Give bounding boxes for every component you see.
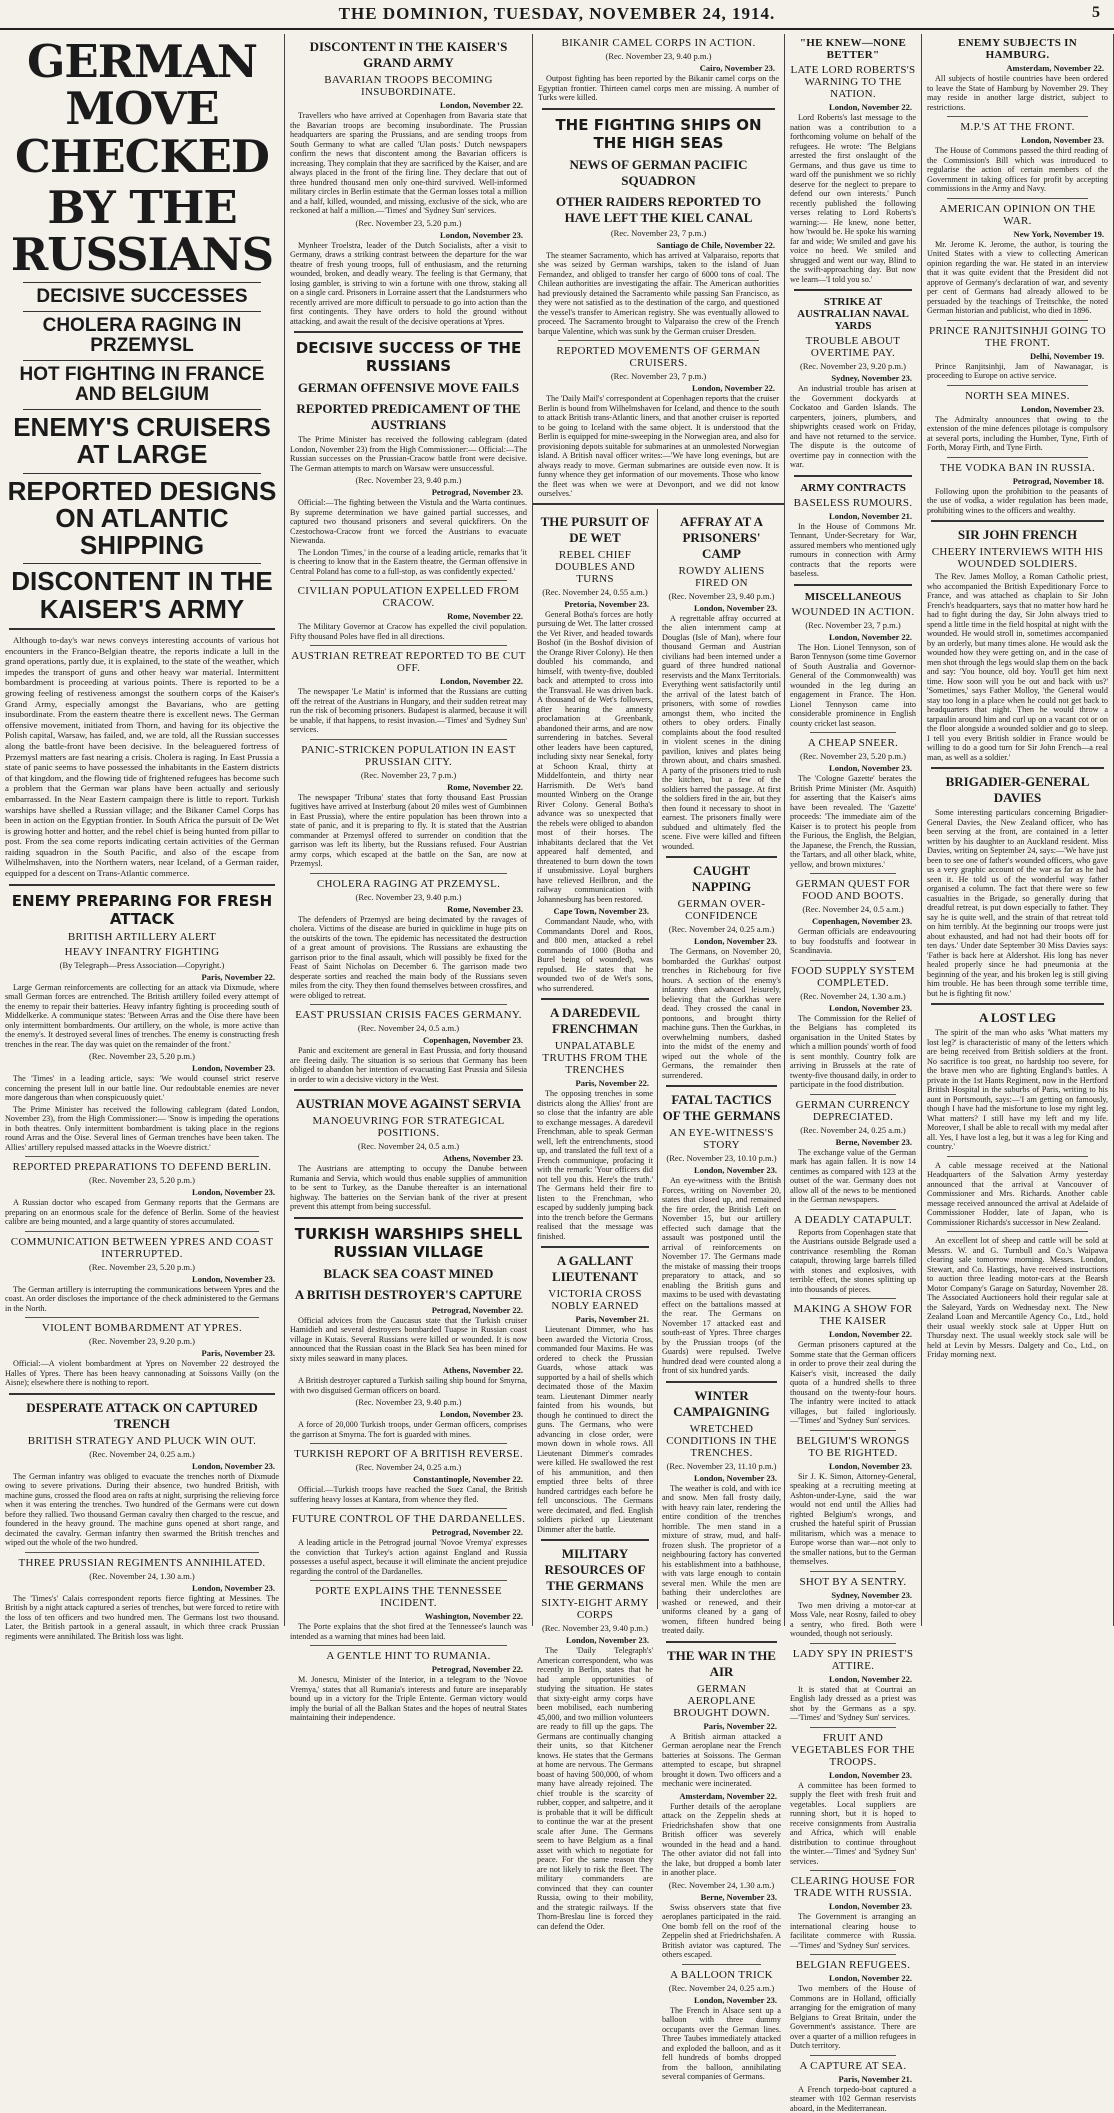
article-title: A DEADLY CATAPULT.	[790, 1214, 916, 1226]
article-body: The 'Daily Mail's' correspondent at Copenhagen reports that the cruiser Berlin is bound from Wilhelmshaven for Iceland, and thence to the south to attack British trans-Atlantic liners, and that another cruiser is reported to be going to Iceland with the same object. It is understood that the Berlin is equipped for mine-sweeping in the Norwegian area, and also for provisioning depots suitable for submarines at an unmolested Norwegian island. A British naval officer writes:—'We have long evenings, but are always ready to move. German submarines are outside even now. It is funny whence they get information of our movements. Those who know the fleet was when we were at Devonport, and we did not know ourselves.'	[538, 394, 779, 499]
article-subtitle: GERMAN OVER-CONFIDENCE	[662, 898, 781, 922]
dateline: Paris, November 21.	[537, 1314, 649, 1324]
article-body: German officials are endeavouring to buy foodstuffs and footwear in Scandinavia.	[790, 927, 916, 956]
article-body: The German infantry was obliged to evacuate the trenches north of Dixmude owing to severe privations. During their absence, two hundred British, with machine guns, crossed the flood area on rafts at night, surprising the relieving force when it was entering the trenches. Two hundred of the Germans were cut down before they rallied. Two thousand German cavalry then charged to the rescue, and foundered in the heavy ground. The machine guns opened at short range, and decimated the cavalry. German infantry then swarmed the British trenches and wiped out the whole of the two hundred.	[5, 1472, 279, 1548]
byline: (By Telegraph—Press Association—Copyright.)	[5, 960, 279, 970]
received-line: (Rec. November 24, 0.5 a.m.)	[290, 1141, 527, 1151]
article-body: Following upon the prohibition to the peasants of the use of vodka, a wider regulation has been made, prohibiting wines to the officers and wealthy.	[927, 487, 1108, 516]
dateline: London, November 22.	[790, 1674, 912, 1684]
dateline: New York, November 19.	[927, 229, 1104, 239]
dateline: London, November 23.	[5, 1274, 275, 1284]
article-title: GERMAN QUEST FOR FOOD AND BOOTS.	[790, 878, 916, 902]
article-title: A GENTLE HINT TO RUMANIA.	[290, 1650, 527, 1662]
article-subtitle: BRITISH ARTILLERY ALERT	[5, 931, 279, 943]
article-title: THE WAR IN THE AIR	[662, 1648, 781, 1680]
article-body: Panic and excitement are general in East Prussia, and forty thousand are fleeing daily. The situation is so serious that Germany has been obliged to abandon her intention of evacuating East Prussia and Silesia in order to win a decisive victory in the West.	[290, 1046, 527, 1084]
article-body: A British destroyer captured a Turkish sailing ship bound for Smyrna, with two disguised German officers on board.	[290, 1376, 527, 1395]
article-body: The Commission for the Relief of the Belgians has completed its organisation in the United States by which a million pounds' worth of food is sent monthly. Country folk are arriving in Brussels at the rate of twenty-five thousand daily, in order to participate in the food distribution.	[790, 1014, 916, 1090]
headline-hot-fighting: HOT FIGHTING IN FRANCE AND BELGIUM	[5, 365, 279, 405]
dateline: London, November 22.	[790, 632, 912, 642]
received-line: (Rec. November 23, 9.40 p.m.)	[538, 51, 779, 61]
article-body: Prince Ranjitsinhji, Jam of Nawanagar, is proceeding to Europe on active service.	[927, 362, 1108, 381]
article-body: It is stated that at Courtrai an English lady dressed as a priest was shot by the Germans as a spy.—'Times' and 'Sydney Sun' services.	[790, 1685, 916, 1723]
dateline: London, November 23.	[927, 135, 1104, 145]
article-subtitle: REBEL CHIEF DOUBLES AND TURNS	[537, 549, 653, 585]
article-subtitle: NEWS OF GERMAN PACIFIC SQUADRON	[538, 157, 779, 189]
received-line: (Rec. November 23, 5.20 p.m.)	[5, 1051, 279, 1061]
article-subtitle: CHEERY INTERVIEWS WITH HIS WOUNDED SOLDIERS.	[927, 546, 1108, 570]
article-subtitle: MANOEUVRING FOR STRATEGICAL POSITIONS.	[290, 1115, 527, 1139]
article-body: The steamer Sacramento, which has arrived at Valparaiso, reports that she was seized by German warships, taken to the island of Juan Fernandez, and obliged to transfer her cargo of 6000 tons of coal. The Chilean authorities are investigating the affair. The American authorities had previously detained the Sacramento while passing San Francisco, as they were not satisfied as to the destination of the cargo, and questioned the vessel's transfer to American registry. She was eventually allowed to proceed. The Sacramento brought to Valparaiso the crew of the French barque Valentine, which was sunk by the German cruiser Dresden.	[538, 251, 779, 337]
article-title: ARMY CONTRACTS	[790, 482, 916, 494]
article-title: THE FIGHTING SHIPS ON THE HIGH SEAS	[538, 116, 779, 152]
received-line: (Rec. November 23, 9.40 p.m.)	[290, 892, 527, 902]
article-body: The 'Daily Telegraph's' American correspondent, who was recently in Berlin, states that he had ample opportunities of studying the situation. He states that sixty-eight army corps have been mobilised, each numbering 45,000, and two million volunteers are ready to fill up the gaps. The Germans are continually changing their units, so that Kitchener knows. He states that the Germans at home are nervous. The Germans boast of having 500,000, of whom many have already rejoined. The chief trouble is the scarcity of rubber, copper, and saltpetre, and it is probable that it will be difficult to continue the war at the present scale after June. The Germans seem to have Belgium as a final asset with which to negotiate for peace. For the same reason they are not likely to risk the fleet. The military commanders are convinced that they can counter Russia, owing to their mobility, and the strategic railways. If the Thorn-Breslau line is forced they can defend the Oder.	[537, 1646, 653, 1931]
article-title: FRUIT AND VEGETABLES FOR THE TROOPS.	[790, 1732, 916, 1768]
received-line: (Rec. November 24, 1.30 a.m.)	[790, 991, 916, 1001]
article-title: FATAL TACTICS OF THE GERMANS	[662, 1092, 781, 1124]
column-2	[285, 34, 533, 1626]
dateline: London, November 23.	[790, 1003, 912, 1013]
article-title: AUSTRIAN MOVE AGAINST SERVIA	[290, 1096, 527, 1112]
article-title: THREE PRUSSIAN REGIMENTS ANNIHILATED.	[5, 1557, 279, 1569]
article-title: STRIKE AT AUSTRALIAN NAVAL YARDS	[790, 296, 916, 332]
article-body: A force of 20,000 Turkish troops, under German officers, comprises the garrison at Smyrna. The fort is guarded with mines.	[290, 1420, 527, 1439]
article-body: The Porte explains that the shot fired at the Tennessee's launch was intended as a warning that mines had been laid.	[290, 1622, 527, 1641]
article-body: A regrettable affray occurred at the alien internment camp at Douglas (Isle of Man), where four thousand German and Austrian civilians had been interned under a guard of three hundred national reservists and the Manx Territorials. Everything went satisfactorily until the arrival of the latest batch of prisoners, with some of rowdies amongst them, who incited the others to obey orders. Finally complaints about the food resulted in violent scenes in the dining pavilion, knives and plates being thrown about, and chairs smashed. A party of the prisoners tried to rush the kitchen, but a few of the soldiers barred the passage. At first the soldiers fired in the air, but they then found it necessary to shoot in earnest. The prisoners finally were subdued and ultimately fled the scene. Five were killed and fifteen wounded.	[662, 614, 781, 852]
dateline: London, November 23.	[537, 1635, 649, 1645]
article-body: The German artillery is interrupting the communications between Ypres and the coast. An order discloses the importance of the check administered to the Germans in the North.	[5, 1285, 279, 1314]
column-5	[785, 34, 922, 1626]
article-body: A British airman attacked a German aeroplane near the French batteries at Soissons. The German attempted to escape, but shrapnel brought it down. Two officers and a mechanic were incinerated.	[662, 1732, 781, 1789]
dateline: London, November 23.	[790, 1901, 912, 1911]
article-title: A GALLANT LIEUTENANT	[537, 1253, 653, 1285]
received-line: (Rec. November 23, 7 p.m.)	[538, 371, 779, 381]
article-body: Two men driving a motor-car at Moss Vale, near Rosny, failed to obey a sentry, who fired. Both were wounded, though not seriously.	[790, 1601, 916, 1639]
article-subtitle: AN EYE-WITNESS'S STORY	[662, 1127, 781, 1151]
received-line: (Rec. November 24, 1.30 a.m.)	[662, 1880, 781, 1890]
dateline: Paris, November 22.	[5, 972, 275, 982]
article-body: The Hon. Lionel Tennyson, son of Baron Tennyson (some time Governor of South Australia and Governor-General of the Commonwealth) was wounded in the leg during an engagement in France. The Hon. Lionel Tennyson came into considerable prominence in English county cricket last season.	[790, 643, 916, 729]
article-title: CLEARING HOUSE FOR TRADE WITH RUSSIA.	[790, 1875, 916, 1899]
dateline: Amsterdam, November 22.	[927, 63, 1104, 73]
article-body: The Germans, on November 20, bombarded the Gurkhas' outpost trenches in Richebourg for five hours. A section of the enemy's infantry then advanced leisurely, believing that the Gurkhas were dead. They crossed the canal in pontoons, and brought thirty machine guns. Then the Gurkhas, in overwhelming numbers, dashed into the midst of the enemy and wiped out the whole of the Germans, the remainder then surrendered.	[662, 947, 781, 1080]
column-3-4	[533, 34, 785, 1626]
article-title: PANIC-STRICKEN POPULATION IN EAST PRUSSIAN CITY.	[290, 744, 527, 768]
article-body: Official.—Turkish troops have reached the Suez Canal, the British suffering heavy losses at Kantara, from whence they fled.	[290, 1485, 527, 1504]
article-subtitle: TROUBLE ABOUT OVERTIME PAY.	[790, 335, 916, 359]
dateline: Washington, November 22.	[290, 1611, 523, 1621]
article-title: A LOST LEG	[927, 1010, 1108, 1026]
received-line: (Rec. November 23, 11.10 p.m.)	[662, 1461, 781, 1471]
dateline: London, November 23.	[927, 404, 1104, 414]
received-line: (Rec. November 23, 5.20 p.m.)	[5, 1175, 279, 1185]
article-title: SHOT BY A SENTRY.	[790, 1576, 916, 1588]
article-body: Official advices from the Caucasus state that the Turkish cruiser Hamidieh and several destroyers bombarded Tuapse in Russian coast village in Kutais. Several Russians were killed or wounded. It is now announced that the Russian coast in the Black Sea has been mined for sixty miles seaward in many places.	[290, 1316, 527, 1364]
article-body: General Botha's forces are hotly pursuing de Wet. The latter crossed the Vet River, and headed towards Boshof (in the Boshof division of the Orange River Colony). He then doubled his commando, and himself, with twenty-five, doubled back and attempted to cross into the Transvaal. He was driven back. A thousand of de Wet's followers, after hearing the amnesty proclamation at Greenbank, abandoned their arms, and are now surrendering in batches. Several other leaders have been captured, including sixty near Senekal, forty at Schoon Kraal, thirty at Middelfontein, and thirty near Harrismith. De Wet's band mounted Winberg on the Orange River Colony. General Botha's advance was so unexpected that the rebels were obliged to abandon most of their horses. The inhabitants declared that the Vet appeared half demented, and threatened to burn down the town if unsubmissive. Loyal burghers have relieved Heilbron, and the railway communication with Johannesburg has been restored.	[537, 610, 653, 905]
dateline: London, November 23.	[5, 1583, 275, 1593]
dateline: London, November 22.	[290, 676, 523, 686]
article-subtitle: WOUNDED IN ACTION.	[790, 606, 916, 618]
received-line: (Rec. November 24, 0.5 a.m.)	[290, 1023, 527, 1033]
dateline: London, November 23.	[790, 763, 912, 773]
article-body: The 'Cologne Gazette' berates the British Prime Minister (Mr. Asquith) for asserting that the Kaiser's aims have been revealed. The 'Gazette' proceeds: 'The immediate aim of the Kaiser is to protect his people from the Furious, the English, the Belgian, the Japanese, the French, the Russian, the Tartars, and all other black, white, yellow, and brown mixtures.'	[790, 774, 916, 869]
dateline: London, November 23.	[5, 1461, 275, 1471]
received-line: (Rec. November 23, 9.40 p.m.)	[290, 475, 527, 485]
dateline: Constantinople, November 22.	[290, 1474, 523, 1484]
dateline: Berne, November 23.	[790, 1137, 912, 1147]
article-title: TURKISH REPORT OF A BRITISH REVERSE.	[290, 1448, 527, 1460]
article-title: ENEMY PREPARING FOR FRESH ATTACK	[5, 892, 279, 928]
dateline: London, November 23.	[290, 230, 523, 240]
article-subtitle: OTHER RAIDERS REPORTED TO HAVE LEFT THE KIEL CANAL	[538, 194, 779, 226]
article-title: DESPERATE ATTACK ON CAPTURED TRENCH	[5, 1400, 279, 1432]
article-body: The House of Commons passed the third reading of the Commission's Bill which was introduced to regularise the action of certain members of the Government in taking offices for profit by accepting commissions in the Army and Navy.	[927, 146, 1108, 194]
dateline: London, November 23.	[662, 1995, 777, 2005]
received-line: (Rec. November 23, 5.20 p.m.)	[790, 751, 916, 761]
dateline: Petrograd, November 23.	[290, 487, 523, 497]
dateline: London, November 23.	[790, 1461, 912, 1471]
article-body: M. Jonescu, Minister of the Interior, in a telegram to the 'Novoe Vremya,' states that all Rumania's interests and future are inseparably bound up in a victory for the Triple Entente. German victory would imply the burial of all the Balkan States and the hopes of neutral States maintaining their independence.	[290, 1675, 527, 1723]
received-line: (Rec. November 23, 9.40 p.m.)	[290, 1397, 527, 1407]
dateline: Delhi, November 19.	[927, 351, 1104, 361]
dateline: Berne, November 23.	[662, 1892, 777, 1902]
received-line: (Rec. November 23, 9.40 p.m.)	[537, 1623, 653, 1633]
article-body: The Austrians are attempting to occupy the Danube between Rumania and Servia, which would thus enable supplies of ammunition to be sent to Turkey, as the Danube thereafter is an international highway. The batteries on the Servian bank of the river at present prevent this attempt from being successful.	[290, 1164, 527, 1212]
summary-paragraph: Although to-day's war news conveys interesting accounts of various hot encounters in the Franco-Belgian theatre, the reports indicate a lull in the grand operations, partly due, it is explained, to the state of the weather, which impedes the transport of guns and other heavy war material. Intermittent bombardment is proceeding at various points. There is reported to be a growing feeling of restiveness amongst the southern corps of the Kaiser's Grand Army, especially amongst the Bavarians, who are getting insubordinate. From the eastern theatre there is excellent news. The German offensive movement, initiated from Thorn, and having for its objective the Polish capital, Warsaw, has failed, and, we are told, all the Russian successes along the battle-front have been decisive. In the beleaguered fortress of Przemysl matters are fast nearing a crisis. Cholera is raging. In East Prussia a state of panic seems to have possessed the inhabitants in the Eastern districts of that kingdom, and the flowing tide of frightened refugees has become such a problem that the German war plans have been actually and seriously embarrassed. In the Near Eastern campaign there is little to report. Turkish warships have shelled a Russian village; and the Bikaner Camel Corps has been in action on the Egyptian frontier. In South Africa the pursuit of De Wet is growing hotter and hotter, and the rebel chief is being hunted from pillar to post. From the sea come reports indicating certain activities of the German raiding squadron in the South Pacific, and also of the escape from Wilhelmshaven, into the Northern waters, near Iceland, of a German raider, equipped for a descent on Trans-Atlantic commerce.	[5, 635, 279, 879]
article-title: TURKISH WARSHIPS SHELL RUSSIAN VILLAGE	[290, 1225, 527, 1261]
dateline: London, November 22.	[790, 1973, 912, 1983]
article-title: VIOLENT BOMBARDMENT AT YPRES.	[5, 1322, 279, 1334]
article-body: The Admiralty announces that owing to the extension of the mine defences pilotage is compulsory at several ports, including the Humber, Tyne, Firth of Forth, Moray Firth, and Tyne Firth.	[927, 415, 1108, 453]
article-title: THE VODKA BAN IN RUSSIA.	[927, 462, 1108, 474]
dateline: Cairo, November 23.	[538, 63, 775, 73]
dateline: London, November 23.	[662, 1473, 777, 1483]
article-body: The newspaper 'Tribuna' states that forty thousand East Prussian fugitives have arrived at Insterburg (about 20 miles west of Gumbinnen in East Prussia), where the entire population has been thrown into a state of panic, and it is preparing to fly. It is stated that the Austrian commander at Przemysl offered to surrender on condition that the garrison was left its liberty, but the Russians refused. Four Austrian army corps, which escaped at the battle on the San, are now at Przemysl.	[290, 793, 527, 869]
article-title: FOOD SUPPLY SYSTEM COMPLETED.	[790, 965, 916, 989]
article-body: Mr. Jerome K. Jerome, the author, is touring the United States with a view to collecting American opinion regarding the war. He stated in an interview that it was quite evident that the President did not approve of Germany's declaration of war, and seventy per cent of Germans had already allowed to be persuaded by the teachings of Treitschke, the noted German historian and publicist, who died in 1896.	[927, 240, 1108, 316]
article-body: The spirit of the man who asks 'What matters my lost leg?' is characteristic of many of the letters which are being received from British soldiers at the front. No sacrifice is too great, no hardship too severe, for the brave men who are fighting England's battles. A private in the 1st Hants Regiment, now in the Hertford British Hospital in the suburbs of Paris, writing to his aunt in Portsmouth, says:—'I am getting on famously, though I have had the misfortune to lose my right leg. What matters? I still have my left and my life. Moreover, I shall be able to recall with my medal after all. Yes, I have lost a leg, but it was a leg for King and country.'	[927, 1028, 1108, 1152]
article-body: Mynheer Troelstra, leader of the Dutch Socialists, after a visit to Germany, draws a striking contrast between the departure for the war theatre of fresh young troops, full of enthusiasm, and the returning wounded, broken, and deadly weary. The feeling is that Germany, that losing gambler, is striving to win a fortune with one throw, staking all on a single card. Prisoners in Lorraine assert that the Landsturmers who recently arrived are more difficult to persuade to go into action than the first contingents. They have orders to hold the ground without attacking, and await the result of the decisive operations at Ypres.	[290, 241, 527, 327]
article-subtitle: SIXTY-EIGHT ARMY CORPS	[537, 1597, 653, 1621]
article-body: The weather is cold, and with ice and snow. Men fall frosty daily, with heavy rain later, rendering the entire condition of the trenches horrible. The men stand in a mixture of straw, mud, and half-frozen slush. The proprietor of a neighbouring factory has converted his establishment into a bathhouse, with vats large enough to contain several men. While the men are bathing their underclothes are washed or renewed, and their uniforms cleaned by a gang of women, fifteen hundred being treated daily.	[662, 1484, 781, 1636]
article-body: A French torpedo-boat captured a steamer with 102 German reservists aboard, in the Mediterranean.	[790, 2085, 916, 2113]
masthead-title: THE DOMINION, TUESDAY, NOVEMBER 24, 1914.	[0, 4, 1114, 24]
received-line: (Rec. November 24, 1.30 a.m.)	[5, 1571, 279, 1581]
received-line: (Rec. November 24, 0.5 a.m.)	[790, 904, 916, 914]
headline-cruisers: ENEMY'S CRUISERS AT LARGE	[5, 414, 279, 469]
dateline: Pretoria, November 23.	[537, 599, 649, 609]
dateline: Petrograd, November 22.	[290, 1305, 523, 1315]
article-title: BELGIAN REFUGEES.	[790, 1959, 916, 1971]
article-title: ENEMY SUBJECTS IN HAMBURG.	[927, 37, 1108, 61]
article-body: An excellent lot of sheep and cattle will be sold at Messrs. W. and G. Turnbull and Co.'s Waipawa clearing sale tomorrow morning. Messrs. London, Stewart, and Co. Hastings, have received instructions to auction three leading motor-cars at the Bearsh Motor Company's Garage on Saturday, November 28. The Associated Auctioneers hold their regular sale at the Saleyard, Yards on Wednesday next. The New Zealand Loan and Mercantile Agency Co., Ltd., hold their usual weekly stock sale at Upper Hutt on Thursday next. The usual weekly stock sale will be held at Levin by Messrs. Dalgety and Co., Ltd., on Friday morning next.	[927, 1236, 1108, 1360]
dateline: London, November 21.	[790, 511, 912, 521]
article-subtitle: BAVARIAN TROOPS BECOMING INSUBORDINATE.	[290, 74, 527, 98]
article-body: Official:—The fighting between the Vistula and the Warta continues. By supreme determination we have gained partial successes, and captured two thousand prisoners and several quickfirers. On the Czestochowa-Cracow front we forced the Austrians to evacuate Niewanda.	[290, 498, 527, 546]
dateline: Amsterdam, November 22.	[662, 1791, 777, 1801]
article-title: PRINCE RANJITSINHJI GOING TO THE FRONT.	[927, 325, 1108, 349]
column-1	[0, 34, 285, 1626]
dateline: London, November 22.	[290, 100, 523, 110]
dateline: London, November 23.	[662, 1165, 777, 1175]
received-line: (Rec. November 24, 0.25 a.m.)	[662, 1983, 781, 1993]
dateline: London, November 23.	[5, 1063, 275, 1073]
headline-cholera: CHOLERA RAGING IN PRZEMYSL	[5, 316, 279, 356]
article-body: A committee has been formed to supply the fleet with fresh fruit and vegetables. Local suppliers are running short, but it is hoped to receive consignments from Australia and Africa, which will enable distribution to continue throughout the winter.—'Times' and 'Sydney Sun' services.	[790, 1781, 916, 1867]
article-body: Large German reinforcements are collecting for an attack via Dixmude, where small German forces are entrenched. The British artillery foiled every attempt of the enemy to repair their batteries. Heavy infantry fighting is proceeding south of Middelkerke. A communique states: 'Between Arras and the Oise there have been only intermittent bombardments. Our artillery, on the whole, is more active than the enemy's. It destroyed several lines of trenches. The enemy is constructing fresh trenches in the rear. The day was quiet on the remainder of the front.'	[5, 983, 279, 1050]
article-title: BRIGADIER-GENERAL DAVIES	[927, 774, 1108, 806]
article-subtitle: WRETCHED CONDITIONS IN THE TRENCHES.	[662, 1423, 781, 1459]
article-title: "HE KNEW—NONE BETTER"	[790, 37, 916, 61]
article-title: MAKING A SHOW FOR THE KAISER	[790, 1303, 916, 1327]
article-body: The newspaper 'Le Matin' is informed that the Russians are cutting off the retreat of the Austrians in Hungary, and their sudden retreat may run the risk of becoming prisoners. Budapest is alarmed, because it will be unable, if that happens, to resist invasion.—'Times' and 'Sydney Sun' services.	[290, 687, 527, 735]
article-body: The 'Times' in a leading article, says: 'We would counsel strict reserve concerning the present lull in our battle line. Our redoubtable enemies are never more dangerous than when conspicuously quiet.'	[5, 1074, 279, 1103]
dateline: London, November 23.	[5, 1187, 275, 1197]
column-6	[922, 34, 1114, 1626]
article-body: The London 'Times,' in the course of a leading article, remarks that 'it is cheering to know that in the Eastern theatre, the German offensive in Central Poland has come to a full-stop, as was confidently expected.'	[290, 548, 527, 577]
received-line: (Rec. November 23, 9.20 p.m.)	[790, 361, 916, 371]
received-line: (Rec. November 24, 0.25 a.m.)	[290, 1462, 527, 1472]
article-body: The exchange value of the German mark has again fallen. It is now 14 centimes as compared with 123 at the outset of the war. Germany does not allow all of the news to be mentioned in the German newspapers.	[790, 1148, 916, 1205]
received-line: (Rec. November 24, 0.25 a.m.)	[790, 1125, 916, 1135]
article-body: The defenders of Przemysl are being decimated by the ravages of cholera. Victims of the disease are buried in quicklime in huge pits on the outskirts of the town. The epidemic has necessitated the destruction of a great amount of provisions. The Russians are exhausting the garrison prior to the final assault, which will possibly be fixed for the Feast of Saint Nicholas on December 6. The garrison made two desperate sorties and reached the main body of the Russians seven miles from the city. They then found themselves between crossfires, and were obliged to retreat.	[290, 915, 527, 1001]
article-body: Official:—A violent bombardment at Ypres on November 22 destroyed the Halles of Ypres. There has been heavy cannonading at Soissons Vailly (on the Aisne); elsewhere there is nothing to report.	[5, 1359, 279, 1388]
article-body: The Military Governor at Cracow has expelled the civil population. Fifty thousand Poles have fled in all directions.	[290, 622, 527, 641]
dateline: Rome, November 22.	[290, 782, 523, 792]
dateline: Paris, November 22.	[537, 1078, 649, 1088]
headline-discontent: DISCONTENT IN THE KAISER'S ARMY	[5, 568, 279, 623]
article-subtitle: HEAVY INFANTRY FIGHTING	[5, 946, 279, 958]
article-subtitle: BLACK SEA COAST MINED	[290, 1266, 527, 1282]
article-title: WINTER CAMPAIGNING	[662, 1388, 781, 1420]
article-subtitle: A BRITISH DESTROYER'S CAPTURE	[290, 1287, 527, 1303]
article-subtitle: UNPALATABLE TRUTHS FROM THE TRENCHES	[537, 1040, 653, 1076]
article-title: REPORTED MOVEMENTS OF GERMAN CRUISERS.	[538, 345, 779, 369]
received-line: (Rec. November 23, 9.20 p.m.)	[5, 1336, 279, 1346]
article-title: AMERICAN OPINION ON THE WAR.	[927, 203, 1108, 227]
received-line: (Rec. November 23, 5.20 p.m.)	[5, 1262, 279, 1272]
article-title: FUTURE CONTROL OF THE DARDANELLES.	[290, 1513, 527, 1525]
page-number: 5	[1092, 4, 1100, 22]
dateline: London, November 23.	[662, 936, 777, 946]
article-subtitle: VICTORIA CROSS NOBLY EARNED	[537, 1288, 653, 1312]
article-title: CIVILIAN POPULATION EXPELLED FROM CRACOW.	[290, 585, 527, 609]
article-body: Outpost fighting has been reported by the Bikanir camel corps on the Egyptian frontier. Thirteen camel corps men are missing. A number of Turks were killed.	[538, 74, 779, 103]
dateline: Athens, November 22.	[290, 1365, 523, 1375]
received-line: (Rec. November 23, 7 p.m.)	[290, 770, 527, 780]
article-title: CAUGHT NAPPING	[662, 863, 781, 895]
article-body: Sir J. K. Simon, Attorney-General, speaking at a recruiting meeting at Ashton-under-Lyne, said the war would not end until the Allies had righted Belgium's wrongs, and crushed the hateful spirit of Prussian militarism, which was a menace to Europe worse than war—not only to the smaller nations, but to the German themselves.	[790, 1472, 916, 1567]
dateline: Paris, November 23.	[5, 1348, 275, 1358]
article-body: Travellers who have arrived at Copenhagen from Bavaria state that the Bavarian troops are becoming insubordinate. The Prussian headquarters are sparing the Prussians, and are sending troops from South Germany to what are called 'Ulan posts.' Dutch newspapers confirm the news that discontent among the Bavarian officers is increasing. They complain that they are sacrificed by the Kaiser, and are always placed in the front of the firing line. They declare that out of three hundred thousand men only one-third survived. Well-informed military circles in Berlin estimate that the German losses total a million and a half, killed, wounded, and missing, exclusive of the sick, who are reckoned at half a million.—'Times' and 'Sydney Sun' services.	[290, 111, 527, 216]
main-headline-1: GERMAN MOVE CHECKED	[5, 38, 279, 180]
article-body: The opposing trenches in some districts along the Allies' front are so close that the infantry are able to exchange messages. A daredevil Frenchman, able to speak German well, left the entrenchments, stood up, and translated the full text of a French communique, profacing it with the remark: 'Your officers did not tell you this. Here's the truth.' The Germans held their fire to listen to the Frenchman, who escaped by suddenly jumping back into the trench before the Germans realised that the message was finished.	[537, 1089, 653, 1241]
article-title: NORTH SEA MINES.	[927, 390, 1108, 402]
received-line: (Rec. November 23, 10.10 p.m.)	[662, 1153, 781, 1163]
article-body: The Prime Minister has received the following cablegram (dated London, November 23) from the High Commissioner:— Official:—The Russian successes on the Prussian-Cracow battle front were decisive. The German attempts to march on Warsaw were unsuccessful.	[290, 435, 527, 473]
dateline: Paris, November 22.	[662, 1721, 777, 1731]
article-title: AUSTRIAN RETREAT REPORTED TO BE CUT OFF.	[290, 650, 527, 674]
dateline: Copenhagen, November 23.	[290, 1035, 523, 1045]
article-title: COMMUNICATION BETWEEN YPRES AND COAST INTERRUPTED.	[5, 1236, 279, 1260]
article-body: Lieutenant Dimmer, who has been awarded the Victoria Cross, commanded four Maxims. He was ordered to check the Prussian Guards, whose attack was supported by a hail of shells which decimated those of the Maxim team. Lieutenant Dimmer nearly fainted from his wounds, but though he continued to direct the guns. The Germans, who were advancing in close order, were mown down in whole rows. All Lieutenant Dimmer's comrades were killed. He swallowed the rest of his ammunition, and then emptied three belts of three hundred cartridges each before he fell unconscious. The Germans were decimated, and fled. English soldiers picked up Lieutenant Dimmer after the battle.	[537, 1325, 653, 1534]
dateline: London, November 23.	[290, 1409, 523, 1419]
article-title: LADY SPY IN PRIEST'S ATTIRE.	[790, 1648, 916, 1672]
article-title: GERMAN CURRENCY DEPRECIATED.	[790, 1099, 916, 1123]
article-body: The French in Alsace sent up a balloon with three dummy occupants over the German lines. Three Taubes immediately attacked and exploded the balloon, and as it fell hundreds of bombs dropped from the balloon, annihilating several companies of Germans.	[662, 2006, 781, 2082]
dateline: Petrograd, November 22.	[290, 1527, 523, 1537]
article-subtitle: BASELESS RUMOURS.	[790, 497, 916, 509]
article-title: DECISIVE SUCCESS OF THE RUSSIANS	[290, 339, 527, 375]
dateline: Petrograd, November 18.	[927, 476, 1104, 486]
article-title: M.P.'S AT THE FRONT.	[927, 121, 1108, 133]
headline-decisive: DECISIVE SUCCESSES	[5, 287, 279, 307]
received-line: (Rec. November 24, 0.25 a.m.)	[662, 924, 781, 934]
dateline: London, November 23.	[790, 1770, 912, 1780]
article-title: A DAREDEVIL FRENCHMAN	[537, 1005, 653, 1037]
dateline: Santiago de Chile, November 22.	[538, 240, 775, 250]
article-body: Lord Roberts's last message to the nation was a contribution to a forthcoming volume on behalf of the refugees. He wrote: 'The Belgians arrested the first onslaught of the Germans, and thus gave us time to ward off the punishment we so richly deserve for the neglect to prepare to defend our own interests.' Punch recently published the following verses relating to Lord Roberts's warning:— He knew, none better, how 'twould be. He spoke his warning far and wide; We smiled and gave his voice no heed. We smiled and shrugged and went our way, Blind to the swift-approaching day. But now we learn—'I told you so.'	[790, 113, 916, 284]
article-subtitle: GERMAN AEROPLANE BROUGHT DOWN.	[662, 1683, 781, 1719]
dateline: Sydney, November 23.	[790, 1590, 912, 1600]
dateline: Rome, November 23.	[290, 904, 523, 914]
article-body: The 'Times's' Calais correspondent reports fierce fighting at Messines. The British by a night attack captured a series of trenches, but were forced to retire with the loss of ten officers and two hundred men. The Germans lost two thousand. Later, the British partook in a general assault, in which three crack Prussian regiments were annihilated. The British loss was light.	[5, 1594, 279, 1642]
article-title: A CAPTURE AT SEA.	[790, 2060, 916, 2072]
received-line: (Rec. November 23, 9.40 p.m.)	[662, 591, 781, 601]
received-line: (Rec. November 23, 7 p.m.)	[790, 620, 916, 630]
dateline: Petrograd, November 22.	[290, 1664, 523, 1674]
article-title: THE PURSUIT OF DE WET	[537, 514, 653, 546]
article-body: The Rev. James Molloy, a Roman Catholic priest, who accompanied the British Expeditionary Force to France, and was attached as chaplain to Sir John French's headquarters, says that no matter how hard he had to fight during the day, Sir John always tried to spend a little time in the field hospital at night with the wounded. He would stroll in, sometimes accompanied by an orderly, but many times alone. He would ask the wounded how they were getting on, and in the case of men shot through the legs would slap them on the back and say: 'You bounce, old boy. You'll get him next time. How soon will you be out and back with us?' 'Sometimes,' says Father Molloy, 'the General would stay too long in a place when he could not get back to headquarters that night. Then he would throw a tarpaulin around him and curl up on a vacant cot or on the floor alongside a wounded soldier and go to sleep. I tell you every British soldier in France would be willing to do a good turn for Sir John French—a real man, as well as a soldier.'	[927, 572, 1108, 762]
main-headline-2: BY THE RUSSIANS	[5, 184, 279, 279]
dateline: Sydney, November 23.	[790, 373, 912, 383]
article-body: All subjects of hostile countries have been ordered to leave the State of Hamburg by November 29. They may reside in another large district, subject to restrictions.	[927, 74, 1108, 112]
article-subtitle: GERMAN OFFENSIVE MOVE FAILS	[290, 380, 527, 396]
article-body: The Prime Minister has received the following cablegram (dated London, November 23), from the High Commissioner:— 'Snow is impeding the operations in both theatres. Only intermittent bombardment is taking place in the regions round Arras and the Oise. Several lines of German trenches have been taken. The Allies' artillery repulsed massed attacks in the Woevre district.'	[5, 1105, 279, 1153]
article-body: A Russian doctor who escaped from Germany reports that the Germans are preparing on an enormous scale for the defence of Berlin. Some of the heaviest calibre are being mounted, and a large quantity of stores accumulated.	[5, 1198, 279, 1227]
dateline: London, November 22.	[790, 1329, 912, 1339]
dateline: Rome, November 22.	[290, 611, 523, 621]
dateline: Cape Town, November 23.	[537, 906, 649, 916]
article-body: Reports from Copenhagen state that the Austrians outside Belgrade used a contrivance resembling the Roman catapult, throwing large barrels filled with stones and explosives, with terrible effect, the stones splitting up into thousands of pieces.	[790, 1228, 916, 1295]
article-title: BELGIUM'S WRONGS TO BE RIGHTED.	[790, 1435, 916, 1459]
article-body: Commandant Naude, who, with Commandants Dorel and Roos, and 800 men, attacked a rebel commando of 1000 (Botha and Burel being of wounded), was repulsed. He states that he wounded two of de Wet's sons, who surrendered.	[537, 917, 653, 993]
dateline: London, November 23.	[662, 603, 777, 613]
article-body: A cable message received at the National Headquarters of the Salvation Army yesterday announced that the arrival at Vancouver of Commissioner and Mrs. Richards. Another cable message received announced the arrival at Adelaide of Commissioner Hodder, late of Japan, who is Commissioner Richards's successor in New Zealand.	[927, 1161, 1108, 1228]
article-body: A leading article in the Petrograd journal 'Novoe Vremya' expresses the conviction that Turkey's action against England and Russia possesses a useful aspect, because it will eliminate the ancient prejudice regarding the control of the Dardanelles.	[290, 1538, 527, 1576]
article-body: Swiss observers state that five aeroplanes participated in the raid. One bomb fell on the roof of the Zeppelin shed at Friedrichshafen. A British aviator was captured. The others escaped.	[662, 1903, 781, 1960]
article-subtitle: ROWDY ALIENS FIRED ON	[662, 565, 781, 589]
article-title: CHOLERA RAGING AT PRZEMYSL.	[290, 878, 527, 890]
article-title: A BALLOON TRICK	[662, 1969, 781, 1981]
dateline: Athens, November 23.	[290, 1153, 523, 1163]
dateline: London, November 22.	[790, 102, 912, 112]
dateline: London, November 22.	[538, 383, 775, 393]
article-body: In the House of Commons Mr. Tennant, Under-Secretary for War, assured members who mentioned ugly rumours in connection with Army contracts that the reports were baseless.	[790, 522, 916, 579]
article-body: An industrial trouble has arisen at the Government dockyards at Cockatoo and Garden Islands. The carpenters, joiners, plumbers, and shipwrights ceased work on Friday, and have not returned to the service. The dispute is the outcome of overtime pay in connection with the war.	[790, 384, 916, 470]
article-subtitle: LATE LORD ROBERTS'S WARNING TO THE NATION.	[790, 64, 916, 100]
received-line: (Rec. November 23, 7 p.m.)	[538, 228, 779, 238]
article-body: German prisoners captured at the Somme state that the German officers in order to prove their zeal during the Kaiser's visit, increased the daily quota of a hundred shells to three thousand on the twenty-four hours. The infantry were incited to attack villages, but failed ingloriously.—'Times' and 'Sydney Sun' services.	[790, 1340, 916, 1426]
article-title: PORTE EXPLAINS THE TENNESSEE INCIDENT.	[290, 1585, 527, 1609]
headline-atlantic: REPORTED DESIGNS ON ATLANTIC SHIPPING	[5, 478, 279, 560]
article-title: EAST PRUSSIAN CRISIS FACES GERMANY.	[290, 1009, 527, 1021]
received-line: (Rec. November 24, 0.25 a.m.)	[5, 1449, 279, 1459]
article-body: Some interesting particulars concerning Brigadier-General Davies, the New Zealand officer, who has been serving at the front, are contained in a letter written by his daughter to an Auckland resident. Miss Davies, writing on September 24, says:—'We have just been to see one of father's wounded officers, who gave us a very graphic account of the war as far as he had seen it. He told us of the wonderful way father organised a column. The fact that there were so few casualties in the Brigade, so generally during that dreadful retreat, is put down especially to father. They say he is quite well, and the strain of that retreat told on him terribly. At the beginning our troops were just about exhausted, and had not had their boots off for ten days.' Under date September 30 Miss Davies says: 'Father is back here at Aldershot. His long has never healed properly since he had pneumonia at the beginning of the year, and his broken leg is still giving him trouble. He has been through some terrible time, but he is fighting fit now.'	[927, 808, 1108, 998]
article-subtitle: REPORTED PREDICAMENT OF THE AUSTRIANS	[290, 401, 527, 433]
article-body: An eye-witness with the British Forces, writing on November 20, states that closed up, and remained the fire order, the British Left on November 15, but our artillery effected such damage that the assault was postponed until the arrival of reinforcements on November 17. The Germans made the mistake of massing their troops preparatory to attack, and so enabling the British guns and maxims to be used with devastating effect on the battalions massed at the rear. The Germans on November 17 attacked east and south-east of Ypres. Three charges by the Prussian troops (of the Guards) were repulsed. Twelve hundred dead were counted along a front of six hundred yards.	[662, 1176, 781, 1376]
article-title: DISCONTENT IN THE KAISER'S GRAND ARMY	[290, 39, 527, 71]
article-title: MISCELLANEOUS	[790, 591, 916, 603]
received-line: (Rec. November 24, 0.55 a.m.)	[537, 587, 653, 597]
article-title: SIR JOHN FRENCH	[927, 527, 1108, 543]
dateline: Paris, November 21.	[790, 2074, 912, 2084]
dateline: Copenhagen, November 23.	[790, 916, 912, 926]
article-body: The Government is arranging an international clearing house to facilitate commerce with Russia.—'Times' and 'Sydney Sun' services.	[790, 1912, 916, 1950]
article-body: Further details of the aeroplane attack on the Zeppelin sheds at Friedrichshafen show that one British officer was severely wounded in the head and a hand. The other aviator did not fall into the lake, but dropped a bomb later in another place.	[662, 1802, 781, 1878]
received-line: (Rec. November 23, 5.20 p.m.)	[290, 218, 527, 228]
article-title: MILITARY RESOURCES OF THE GERMANS	[537, 1546, 653, 1594]
article-title: BIKANIR CAMEL CORPS IN ACTION.	[538, 37, 779, 49]
article-subtitle: BRITISH STRATEGY AND PLUCK WIN OUT.	[5, 1435, 279, 1447]
article-title: A CHEAP SNEER.	[790, 737, 916, 749]
masthead	[0, 0, 1114, 30]
article-body: Two members of the House of Commons are in Holland, officially arranging for the emigration of many Belgians to Great Britain, under the Government's assistance. There are over a quarter of a million refugees in Dutch territory.	[790, 1984, 916, 2051]
article-title: AFFRAY AT A PRISONERS' CAMP	[662, 514, 781, 562]
article-title: REPORTED PREPARATIONS TO DEFEND BERLIN.	[5, 1161, 279, 1173]
